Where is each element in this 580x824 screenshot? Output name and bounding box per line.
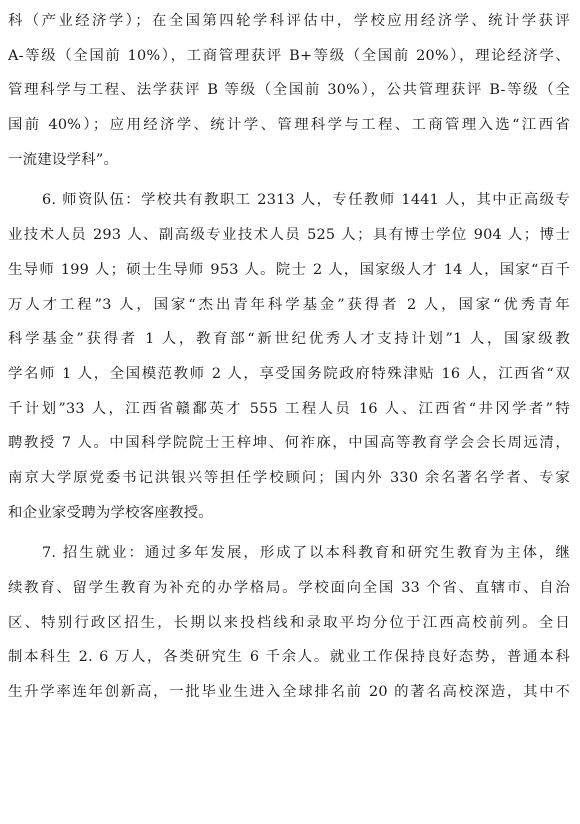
text-line: A-等级（全国前 10%），工商管理获评 B+等级（全国前 20%），理论经济学、 <box>8 47 570 64</box>
text-line: 聘教授 7 人。中国科学院院士王梓坤、何祚庥，中国高等教育学会会长周远清， <box>8 435 570 452</box>
text-line: 制本科生 2. 6 万人，各类研究生 6 千余人。就业工作保持良好态势，普通本科 <box>8 649 570 666</box>
text-line: 南京大学原党委书记洪银兴等担任学校顾问；国内外 330 余名著名学者、专家 <box>8 469 570 486</box>
text-line: 学名师 1 人，全国模范教师 2 人，享受国务院政府特殊津贴 16 人，江西省“双 <box>8 365 570 382</box>
text-line: 业技术人员 293 人、副高级专业技术人员 525 人；具有博士学位 904 人；博士 <box>8 227 570 244</box>
text-line: 管理科学与工程、法学获评 B 等级（全国前 30%），公共管理获评 B-等级（全 <box>8 82 570 99</box>
text-line: 区、特别行政区招生，长期以来投档线和录取平均分位于江西高校前列。全日 <box>8 614 570 631</box>
text-line: 万人才工程”3 人，国家“杰出青年科学基金”获得者 2 人，国家“优秀青年 <box>8 296 570 313</box>
text-line: 6. 师资队伍：学校共有教职工 2313 人，专任教师 1441 人，其中正高级专 <box>42 192 570 209</box>
text-line: 和企业家受聘为学校客座教授。 <box>8 504 213 521</box>
text-line: 7. 招生就业：通过多年发展，形成了以本科教育和研究生教育为主体，继 <box>42 545 570 562</box>
text-line: 千计划”33 人，江西省赣鄱英才 555 工程人员 16 人、江西省“井冈学者”特 <box>8 400 570 417</box>
paragraph-enrollment <box>8 536 570 709</box>
text-line: 一流建设学科”。 <box>8 151 119 168</box>
document-body <box>8 4 570 710</box>
paragraph-disciplines <box>8 4 570 177</box>
text-line: 生导师 199 人；硕士生导师 953 人。院士 2 人，国家级人才 14 人，国家“百千 <box>8 261 570 278</box>
text-line: 生升学率连年创新高，一批毕业生进入全球排名前 20 的著名高校深造，其中不 <box>8 684 570 701</box>
text-line: 续教育、留学生教育为补充的办学格局。学校面向全国 33 个省、直辖市、自治 <box>8 580 570 596</box>
text-line: 科（产业经济学）；在全国第四轮学科评估中，学校应用经济学、统计学获评 <box>8 13 570 29</box>
paragraph-faculty <box>8 183 570 530</box>
text-line: 科学基金”获得者 1 人，教育部“新世纪优秀人才支持计划”1 人，国家级教 <box>8 331 570 348</box>
text-line: 国前 40%）；应用经济学、统计学、管理科学与工程、工商管理入选“江西省 <box>8 117 570 134</box>
